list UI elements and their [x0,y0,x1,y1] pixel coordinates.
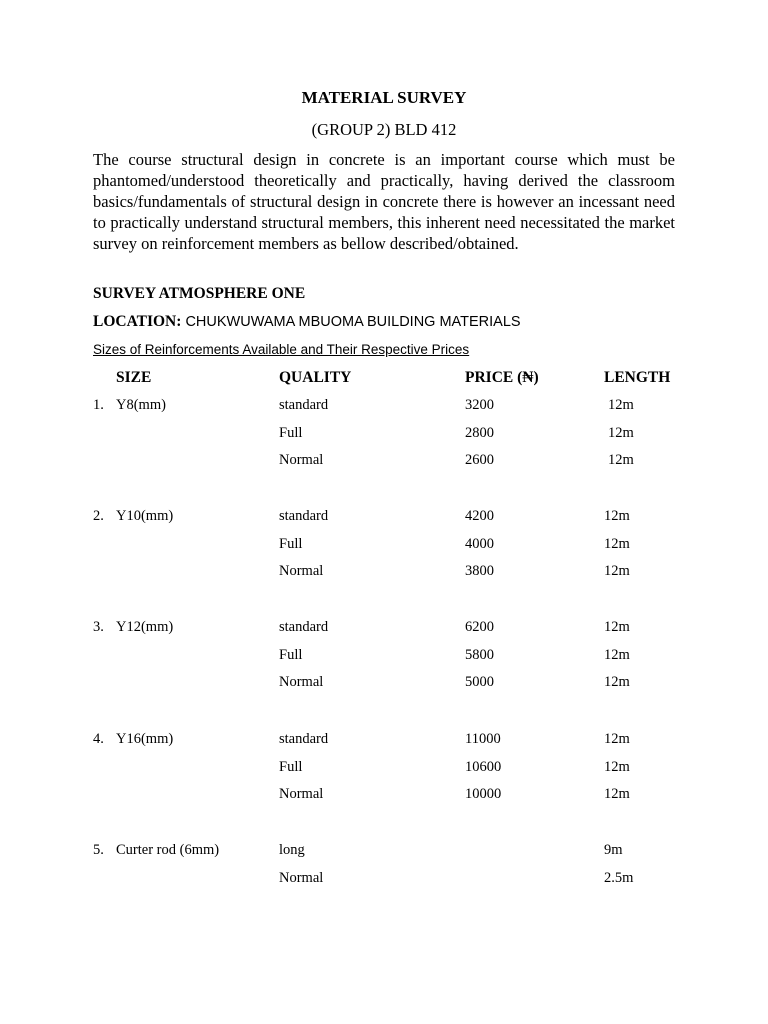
header-quality: QUALITY [279,369,352,386]
header-size: SIZE [116,369,152,386]
location-value: CHUKWUWAMA MBUOMA BUILDING MATERIALS [181,314,521,330]
quality-cell: Normal [279,786,324,802]
length-cell: 9m [604,842,623,858]
quality-cell: long [279,842,305,858]
quality-cell: standard [279,397,329,413]
quality-cell: Full [279,647,303,663]
length-cell: 12m [608,397,634,413]
length-cell: 12m [604,759,630,775]
quality-cell: standard [279,619,329,635]
row-number: 1. [93,397,104,413]
quality-cell: Normal [279,870,324,886]
intro-paragraph: The course structural design in concrete is an important course which must be phantomed/understood theoretically and practically, having derived the classroom basics/fundamentals of structural design in concrete there is however an incessant need to practically understand structural members, this inherent need necessitated the market survey on reinforcement members as bellow described/obtained. [93,150,675,253]
length-cell: 12m [604,536,630,552]
length-cell: 12m [604,674,630,690]
row-number: 5. [93,842,104,858]
size-cell: Y8(mm) [116,397,166,413]
page-subtitle: (GROUP 2) BLD 412 [311,120,457,139]
quality-cell: Normal [279,452,324,468]
price-cell: 6200 [465,619,494,635]
length-cell: 12m [604,563,630,579]
length-cell: 12m [604,647,630,663]
table-caption: Sizes of Reinforcements Available and Their Respective Prices [93,342,470,357]
price-cell: 5000 [465,674,494,690]
quality-cell: Full [279,759,303,775]
quality-cell: standard [279,508,329,524]
length-cell: 12m [608,452,634,468]
location-line [93,313,521,331]
length-cell: 2.5m [604,870,634,886]
size-cell: Y16(mm) [116,731,174,747]
length-cell: 12m [604,619,630,635]
price-cell: 3200 [465,397,494,413]
row-number: 2. [93,508,104,524]
size-cell: Y12(mm) [116,619,174,635]
quality-cell: Full [279,536,303,552]
page-title: MATERIAL SURVEY [301,88,467,107]
quality-cell: standard [279,731,329,747]
price-cell: 10000 [465,786,502,802]
price-cell: 2600 [465,452,494,468]
price-cell: 10600 [465,759,502,775]
price-cell: 11000 [465,731,501,747]
header-length: LENGTH [604,369,671,386]
price-cell: 2800 [465,425,494,441]
size-cell: Y10(mm) [116,508,174,524]
length-cell: 12m [608,425,634,441]
quality-cell: Normal [279,563,324,579]
price-cell: 4200 [465,508,494,524]
price-cell: 5800 [465,647,494,663]
length-cell: 12m [604,786,630,802]
size-cell: Curter rod (6mm) [116,842,220,858]
row-number: 4. [93,731,104,747]
length-cell: 12m [604,731,630,747]
quality-cell: Normal [279,674,324,690]
price-cell: 4000 [465,536,494,552]
header-price: PRICE (₦) [465,369,539,386]
location-label: LOCATION: [93,313,182,330]
row-number: 3. [93,619,104,635]
price-cell: 3800 [465,563,494,579]
quality-cell: Full [279,425,303,441]
length-cell: 12m [604,508,630,524]
survey-heading: SURVEY ATMOSPHERE ONE [93,285,306,302]
